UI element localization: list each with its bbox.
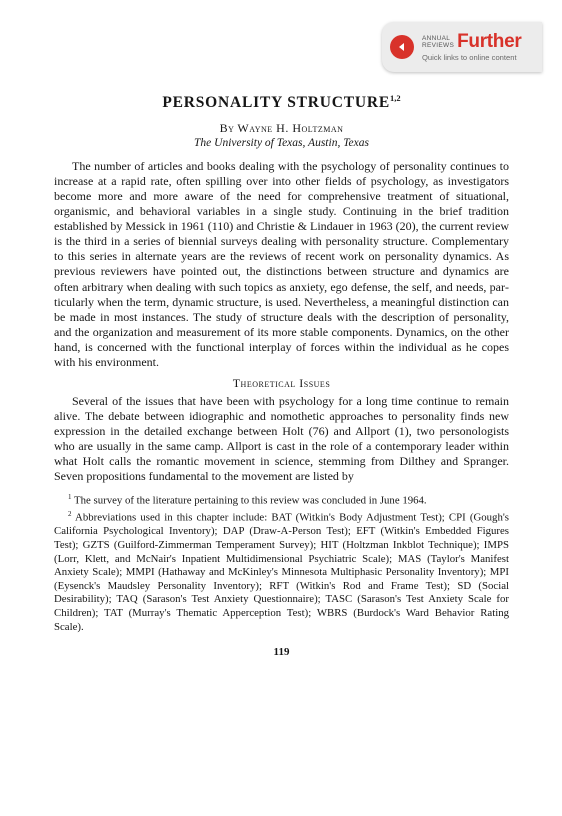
banner-subtitle: Quick links to online content <box>422 53 517 63</box>
footnotes <box>54 491 509 634</box>
article-title <box>54 88 509 113</box>
left-arrow-circle-icon <box>390 35 414 59</box>
title-footnote-marks: 1,2 <box>390 93 401 103</box>
footnote-1-mark: 1 <box>68 493 72 502</box>
banner-text <box>422 32 521 62</box>
theoretical-paragraph: Several of the issues that have been with psychology for a long time continue to remain alive. The debate between idiographic and nomothetic approaches to personality finds new expression in the detailed exchange between Holt (76) and Allport (1), two personologists who are usually in the same camp. Allport is cast in the role of a contemporary leader within what Holt calls the romantic movement in science, stemming from Dilthey and Spranger. Seven propositions fundamental to the movement are listed by <box>54 393 509 484</box>
section-heading: Theoretical Issues <box>232 375 331 390</box>
further-banner[interactable] <box>382 22 542 72</box>
banner-further: Further <box>457 31 522 53</box>
banner-top-row <box>422 32 521 51</box>
footnote-1 <box>54 491 509 508</box>
byline-prefix: By <box>219 121 235 136</box>
affiliation: The University of Texas, Austin, Texas <box>194 137 369 150</box>
page-number: 119 <box>273 646 290 659</box>
author-name: Wayne H. Holtzman <box>237 121 344 136</box>
title-text: PERSONALITY STRUCTURE <box>162 94 391 112</box>
footnote-2 <box>54 508 509 634</box>
footnote-2-text: Abbreviations used in this chapter include: BAT (Witkin's Body Adjustment Test); CPI (Gough's California Psychological Inventory); DAP (Draw-A-Person Test); EFT (Witkin's Embedded Figures Test); GZTS (Guilford-Zimmerman Temperament Survey); HIT (Holtzman Inkblot Technique); IMPS (Lorr, Klett, and McNair's Inpatient Multidimensional Psychiatric Scale); MAS (Taylor's Manifest Anxiety Scale); MMPI (Hathaway and McKinley's Minnesota Multiphasic Personality Inventory); MPI (Eysenck's Maudsley Personality Inventory); RFT (Witkin's Rod and Frame Test); SD (Social Desirability); TAQ (Sarason's Test Anxiety Questionnaire); TASC (Sarason's Test Anxiety Scale for Children); TAT (Murray's Thematic Apperception Test); WBRS (Burdock's Ward Behavior Rating Scale). <box>54 511 510 633</box>
article-page <box>54 88 509 658</box>
annual-reviews-logo <box>422 35 454 49</box>
banner-annual: ANNUAL <box>422 34 451 42</box>
byline <box>54 121 509 136</box>
footnote-2-mark: 2 <box>68 510 72 519</box>
footnote-1-text: The survey of the literature pertaining to this review was concluded in June 1964. <box>74 494 427 507</box>
intro-paragraph: The number of articles and books dealing with the psychology of personality continues to increase at a rapid rate, often spilling over into other fields of psychology, as investigators become more and more aware of the need for comprehensive treatment of situational, organismic, and behavioral variables in a single study. Continuing in the brief tradition established by Messick in 1961 (110) and Christie & Lindauer in 1963 (20), the current review is the third in a series of biennial surveys dealing with personality structure. Complementary to this series in alternate years are the reviews of recent work on personality dynamics. As previous reviewers have pointed out, the distinctions between structure and dynamics are often arbitrary when dealing with such topics as anxiety, ego defense, the self, and needs, particularly when the term, dynamic structure, is used. Nevertheless, a meaningful distinction can be made in most instances. The study of structure deals with the description of personality, and the organization and measurement of its more stable components. Dynamics, on the other hand, is concerned with the functional interplay of forces within the individual as he copes with his environment. <box>54 159 509 369</box>
banner-reviews: REVIEWS <box>422 41 455 49</box>
